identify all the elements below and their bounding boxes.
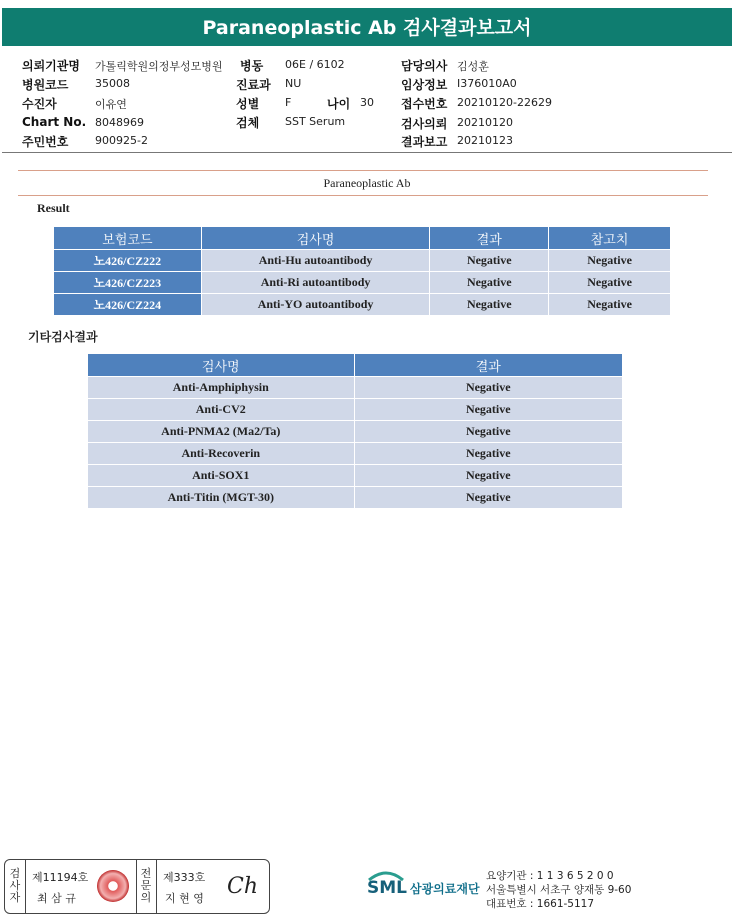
report-title: Paraneoplastic Ab 검사결과보고서 <box>2 8 732 46</box>
dept-label: 진료과 <box>236 78 271 92</box>
table-row <box>88 421 623 443</box>
result-header-cell: 검사명 <box>201 227 430 250</box>
signature: Ch <box>227 874 259 899</box>
table-row <box>88 465 623 487</box>
section-title: Paraneoplastic Ab <box>323 176 411 190</box>
result-header-cell: 보험코드 <box>54 227 202 250</box>
result-label: Result <box>37 201 70 215</box>
table-cell: Negative <box>549 272 671 294</box>
table-cell: Anti-PNMA2 (Ma2/Ta) <box>88 421 355 443</box>
table-cell: Negative <box>354 443 622 465</box>
specimen-value: SST Serum <box>285 115 346 128</box>
patient-label: 수진자 <box>22 97 57 111</box>
table-row <box>88 377 623 399</box>
table-cell: Anti-Titin (MGT-30) <box>88 487 355 509</box>
specimen-label: 검체 <box>236 116 260 130</box>
table-row <box>88 443 623 465</box>
report-value: 20210123 <box>457 134 513 147</box>
receipt-value: 20210120-22629 <box>457 96 552 109</box>
table-cell: Negative <box>549 294 671 316</box>
address: 서울특별시 서초구 양재동 9-60 <box>486 884 632 896</box>
other-table <box>87 353 623 509</box>
table-cell: Anti-YO autoantibody <box>201 294 430 316</box>
phone: 대표번호 : 1661-5117 <box>486 898 595 910</box>
request-value: 20210120 <box>457 116 513 129</box>
insurance-code-cell: 노426/CZ222 <box>54 250 202 272</box>
table-cell: Negative <box>354 421 622 443</box>
other-header-cell: 결과 <box>354 354 622 377</box>
divider <box>25 860 26 913</box>
ward-value: 06E / 6102 <box>285 58 345 71</box>
seal-stamp-icon <box>97 870 129 902</box>
institution-code: 요양기관 : 1 1 3 6 5 2 0 0 <box>486 870 614 882</box>
table-cell: Negative <box>430 272 549 294</box>
signature-box <box>4 859 270 914</box>
table-row <box>88 399 623 421</box>
result-header-cell: 참고치 <box>549 227 671 250</box>
table-cell: Negative <box>430 294 549 316</box>
header-divider <box>2 152 732 153</box>
specialist-name: 지 현 영 <box>165 892 204 905</box>
ward-label: 병동 <box>240 59 264 73</box>
specialist-number: 제333호 <box>163 871 206 884</box>
age-value: 30 <box>360 96 374 109</box>
table-cell: Negative <box>354 487 622 509</box>
section-line-bottom <box>18 195 708 196</box>
institution-value: 가톨릭학원의정부성모병원 <box>95 60 223 73</box>
result-table <box>53 226 671 316</box>
report-label: 결과보고 <box>401 135 448 149</box>
sml-logo <box>365 868 407 912</box>
section-line-top <box>18 170 708 171</box>
sex-value: F <box>285 96 292 109</box>
sex-label: 성별 <box>236 97 260 111</box>
table-row <box>54 272 671 294</box>
hospcode-value: 35008 <box>95 77 130 90</box>
table-cell: Anti-CV2 <box>88 399 355 421</box>
other-results-label: 기타검사결과 <box>28 330 98 344</box>
insurance-code-cell: 노426/CZ224 <box>54 294 202 316</box>
table-cell: Anti-Ri autoantibody <box>201 272 430 294</box>
request-label: 검사의뢰 <box>401 117 448 131</box>
rrn-value: 900925-2 <box>95 134 148 147</box>
institution-label: 의뢰기관명 <box>22 59 80 73</box>
table-cell: Anti-Recoverin <box>88 443 355 465</box>
examiner-label: 검사자 <box>9 867 21 904</box>
result-header-cell: 결과 <box>430 227 549 250</box>
table-cell: Anti-Hu autoantibody <box>201 250 430 272</box>
table-cell: Negative <box>549 250 671 272</box>
hospcode-label: 병원코드 <box>22 78 69 92</box>
doctor-label: 담당의사 <box>401 59 448 73</box>
table-cell: Anti-SOX1 <box>88 465 355 487</box>
table-cell: Anti-Amphiphysin <box>88 377 355 399</box>
examiner-number: 제11194호 <box>32 871 89 884</box>
examiner-name: 최 삼 규 <box>37 892 76 905</box>
clinical-label: 임상정보 <box>401 78 448 92</box>
chart-value: 8048969 <box>95 116 144 129</box>
brand-name: 삼광의료재단 <box>410 882 480 896</box>
divider <box>136 860 137 913</box>
receipt-label: 접수번호 <box>401 97 448 111</box>
table-cell: Negative <box>430 250 549 272</box>
chart-label: Chart No. <box>22 115 87 129</box>
clinical-value: I376010A0 <box>457 77 517 90</box>
patient-value: 이유연 <box>95 98 127 111</box>
other-header-cell: 검사명 <box>88 354 355 377</box>
dept-value: NU <box>285 77 302 90</box>
specialist-label: 전문의 <box>140 867 152 904</box>
table-cell: Negative <box>354 399 622 421</box>
sml-logo-text: SML <box>367 878 407 898</box>
table-cell: Negative <box>354 465 622 487</box>
table-row <box>54 294 671 316</box>
table-row <box>88 487 623 509</box>
age-label: 나이 <box>327 97 351 111</box>
table-row <box>54 250 671 272</box>
divider <box>156 860 157 913</box>
insurance-code-cell: 노426/CZ223 <box>54 272 202 294</box>
doctor-value: 김성훈 <box>457 60 489 73</box>
table-cell: Negative <box>354 377 622 399</box>
rrn-label: 주민번호 <box>22 135 69 149</box>
